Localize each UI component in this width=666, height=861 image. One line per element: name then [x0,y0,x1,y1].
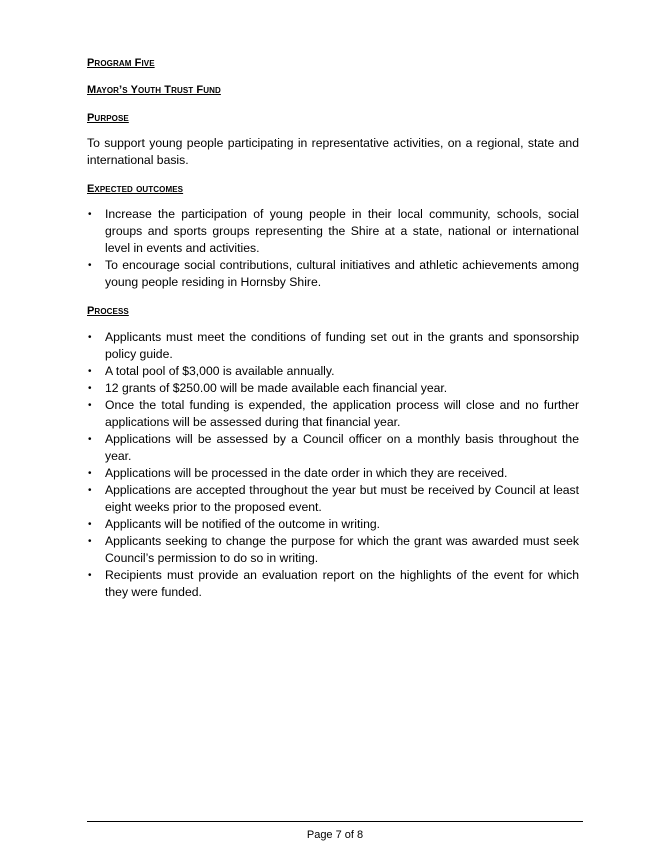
bullet-icon: • [88,434,92,445]
bullet-icon: • [88,519,92,530]
process-list [87,329,579,601]
document-body [87,56,579,614]
program-heading: Program Five [87,57,155,69]
bullet-icon: • [88,366,92,377]
list-item-text: Applications will be assessed by a Council officer on a monthly basis throughout the year. [105,432,579,463]
page-number: Page 7 of 8 [306,829,364,841]
list-item [87,363,579,380]
list-item-text: Applications will be processed in the date order in which they are received. [105,466,508,480]
list-item [87,257,579,291]
list-item-text: To encourage social contributions, cultural initiatives and athletic achievements among young people residing in Hornsby Shire. [105,258,579,289]
bullet-icon: • [88,485,92,496]
list-item-text: Applicants will be notified of the outcome in writing. [105,517,381,531]
bullet-icon: • [88,536,92,547]
bullet-icon: • [88,468,92,479]
list-item [87,465,579,482]
footer-divider [87,821,583,822]
list-item-text: Applicants must meet the conditions of funding set out in the grants and sponsorship policy guide. [105,330,579,361]
list-item [87,206,579,257]
fund-heading: Mayor’s Youth Trust Fund [87,84,221,96]
bullet-icon: • [88,260,92,271]
list-item-text: Applications are accepted throughout the year but must be received by Council at least eight weeks prior to the proposed event. [105,483,579,514]
list-item [87,567,579,601]
list-item-text: Applicants seeking to change the purpose for which the grant was awarded must seek Council’s permission to do so in writing. [105,534,579,565]
list-item [87,516,579,533]
bullet-icon: • [88,383,92,394]
bullet-icon: • [88,332,92,343]
list-item [87,329,579,363]
process-heading: Process [87,305,129,317]
purpose-heading: Purpose [87,112,129,124]
bullet-icon: • [88,400,92,411]
list-item-text: 12 grants of $250.00 will be made available each financial year. [105,381,448,395]
list-item [87,431,579,465]
expected-outcomes-list [87,206,579,291]
list-item [87,533,579,567]
list-item-text: Increase the participation of young people in their local community, schools, social groups and sports groups representing the Shire at a state, national or international level in events and activities. [105,207,579,255]
list-item [87,482,579,516]
list-item [87,397,579,431]
bullet-icon: • [88,570,92,581]
purpose-text: To support young people participating in representative activities, on a regional, state and international basis. [87,136,579,167]
list-item-text: Once the total funding is expended, the application process will close and no further applications will be assessed during that financial year. [105,398,579,429]
expected-outcomes-heading: Expected outcomes [87,183,184,195]
list-item-text: A total pool of $3,000 is available annually. [105,364,335,378]
list-item-text: Recipients must provide an evaluation report on the highlights of the event for which they were funded. [105,568,579,599]
list-item [87,380,579,397]
bullet-icon: • [88,209,92,220]
